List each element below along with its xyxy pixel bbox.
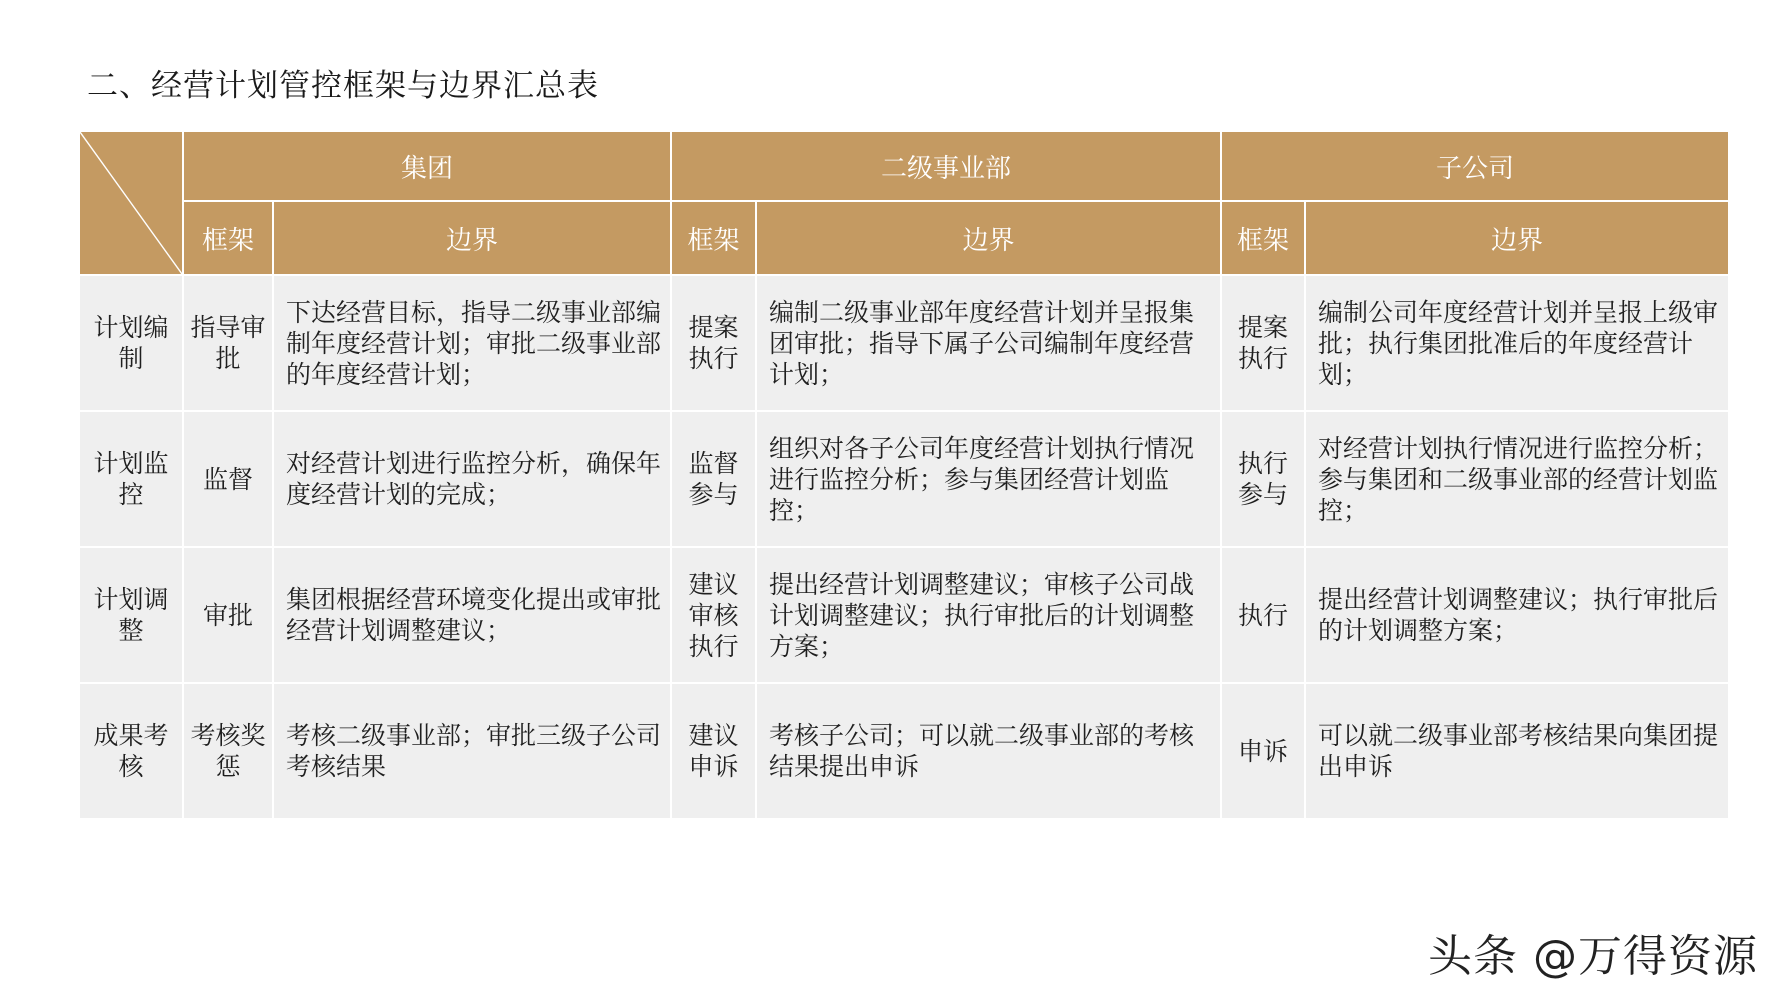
group-frame-cell: 指导审批 <box>184 276 274 412</box>
header-subsidiary-boundary: 边界 <box>1306 202 1728 276</box>
header-division-boundary: 边界 <box>757 202 1222 276</box>
subsidiary-boundary-cell: 提出经营计划调整建议；执行审批后的计划调整方案； <box>1306 548 1728 684</box>
division-frame-cell: 建议审核执行 <box>672 548 757 684</box>
subsidiary-frame-cell: 执行 <box>1222 548 1306 684</box>
watermark: 头条 @万得资源 <box>1428 931 1758 982</box>
header-division-frame: 框架 <box>672 202 757 276</box>
table-row <box>80 548 1728 684</box>
subsidiary-boundary-cell: 可以就二级事业部考核结果向集团提出申诉 <box>1306 684 1728 818</box>
subsidiary-frame-cell: 申诉 <box>1222 684 1306 818</box>
division-frame-cell: 提案执行 <box>672 276 757 412</box>
division-boundary-cell: 编制二级事业部年度经营计划并呈报集团审批；指导下属子公司编制年度经营计划； <box>757 276 1222 412</box>
division-frame-cell: 监督参与 <box>672 412 757 548</box>
header-group-boundary: 边界 <box>274 202 672 276</box>
row-label: 计划调整 <box>80 548 184 684</box>
row-label: 成果考核 <box>80 684 184 818</box>
division-boundary-cell: 提出经营计划调整建议；审核子公司战计划调整建议；执行审批后的计划调整方案； <box>757 548 1222 684</box>
page-title: 二、经营计划管控框架与边界汇总表 <box>87 68 599 104</box>
header-subsidiary: 子公司 <box>1222 132 1728 202</box>
group-boundary-cell: 集团根据经营环境变化提出或审批经营计划调整建议； <box>274 548 672 684</box>
table-row <box>80 684 1728 818</box>
table-row <box>80 412 1728 548</box>
diagonal-line <box>80 132 182 274</box>
control-framework-table <box>80 132 1728 818</box>
subsidiary-frame-cell: 执行参与 <box>1222 412 1306 548</box>
header-division: 二级事业部 <box>672 132 1222 202</box>
group-frame-cell: 考核奖惩 <box>184 684 274 818</box>
header-group: 集团 <box>184 132 672 202</box>
row-label: 计划监控 <box>80 412 184 548</box>
group-boundary-cell: 考核二级事业部；审批三级子公司考核结果 <box>274 684 672 818</box>
division-boundary-cell: 组织对各子公司年度经营计划执行情况进行监控分析；参与集团经营计划监控； <box>757 412 1222 548</box>
header-group-frame: 框架 <box>184 202 274 276</box>
header-subsidiary-frame: 框架 <box>1222 202 1306 276</box>
group-frame-cell: 审批 <box>184 548 274 684</box>
subsidiary-boundary-cell: 对经营计划执行情况进行监控分析；参与集团和二级事业部的经营计划监控； <box>1306 412 1728 548</box>
group-boundary-cell: 下达经营目标，指导二级事业部编制年度经营计划；审批二级事业部的年度经营计划； <box>274 276 672 412</box>
corner-cell <box>80 132 184 276</box>
division-frame-cell: 建议申诉 <box>672 684 757 818</box>
division-boundary-cell: 考核子公司；可以就二级事业部的考核结果提出申诉 <box>757 684 1222 818</box>
subsidiary-frame-cell: 提案执行 <box>1222 276 1306 412</box>
group-frame-cell: 监督 <box>184 412 274 548</box>
subsidiary-boundary-cell: 编制公司年度经营计划并呈报上级审批；执行集团批准后的年度经营计划； <box>1306 276 1728 412</box>
row-label: 计划编制 <box>80 276 184 412</box>
group-boundary-cell: 对经营计划进行监控分析，确保年度经营计划的完成； <box>274 412 672 548</box>
table-row <box>80 276 1728 412</box>
